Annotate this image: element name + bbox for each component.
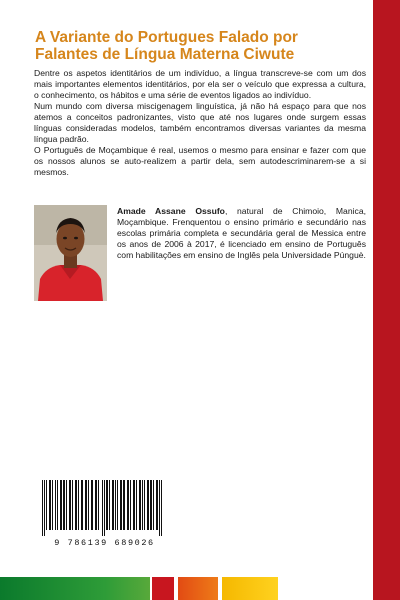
barcode-bar <box>130 480 131 530</box>
barcode-bar <box>109 480 110 530</box>
barcode-bar <box>63 480 65 530</box>
barcode-bar <box>81 480 83 530</box>
blurb-paragraph: Dentre os aspetos identitários de um indivíduo, a língua transcreve-se com um dos mais importantes elementos identitários, por ela ser o veículo que expressa a cultura, o conhecimento, os hábitos e uma série de eventos ligados ao indivíduo. <box>34 68 366 100</box>
barcode-bar <box>156 480 158 530</box>
spine-color-bar <box>373 0 400 600</box>
barcode-bar <box>46 480 47 530</box>
barcode-bar <box>55 480 56 530</box>
author-photo <box>34 205 107 301</box>
barcode-bar <box>88 480 89 530</box>
barcode-bar <box>115 480 116 530</box>
barcode-bar <box>161 480 162 536</box>
author-name: Amade Assane Ossufo <box>117 206 225 216</box>
isbn-number: 9 786139 689026 <box>54 538 155 548</box>
band-red-segment <box>152 577 174 600</box>
barcode-bar <box>102 480 103 536</box>
barcode-bar <box>150 480 152 530</box>
barcode-bar <box>85 480 87 530</box>
barcode-bar <box>75 480 77 530</box>
barcode-bar <box>142 480 143 530</box>
isbn-barcode <box>34 478 175 552</box>
book-title: A Variante do Portugues Falado por Falantes de Língua Materna Ciwute <box>35 29 298 63</box>
band-green-segment <box>0 577 150 600</box>
barcode-bar <box>72 480 73 530</box>
band-yellow-segment <box>222 577 278 600</box>
barcode-bar <box>136 480 137 530</box>
barcode-bar <box>78 480 79 530</box>
barcode-bar <box>112 480 114 530</box>
barcode-bar <box>98 480 99 530</box>
blurb-paragraph: O Português de Moçambique é real, usemos o mesmo para ensinar e fazer com que os nossos alunos se auto-realizem a partir dela, sem autodescriminarem-se a si mesmos. <box>34 145 366 177</box>
barcode-bar <box>60 480 62 530</box>
barcode-bar <box>117 480 118 530</box>
author-portrait-image <box>34 205 107 301</box>
blurb-paragraph: Num mundo com diversa miscigenagem linguística, já não há espaço para que nos atemos a conceitos padronizantes, visto que até nos lugares onde surgem essas línguas consideradas modelos, também encontramos diversas variantes da mesma língua padrão. <box>34 101 366 144</box>
barcode-bar <box>133 480 135 530</box>
band-orange-segment <box>178 577 218 600</box>
barcode-bar <box>91 480 93 530</box>
barcode-bar <box>123 480 125 530</box>
barcode-bar <box>42 480 43 536</box>
barcode-bar <box>153 480 154 530</box>
barcode-bar <box>139 480 141 530</box>
barcode-bar <box>106 480 108 530</box>
barcode-bar <box>44 480 45 536</box>
barcode-bars <box>34 478 175 536</box>
barcode-bar <box>66 480 67 530</box>
author-bio-text: , natural de Chimoio, Manica, Moçambique. Frenquentou o ensino primário e secundário nas escolas primária completa e secundária geral de Messica entre os anos de 2006 à 2017, é licenciado em ensino de Português com habilitações em ensino de Inglês pela Universidade Púnguè. <box>117 206 366 260</box>
barcode-bar <box>49 480 51 530</box>
author-bio <box>117 206 366 261</box>
barcode-bar <box>57 480 58 530</box>
barcode-bar <box>52 480 53 530</box>
barcode-bar <box>144 480 145 530</box>
barcode-bar <box>95 480 97 530</box>
barcode-bar <box>127 480 129 530</box>
back-cover-blurb <box>34 68 366 178</box>
barcode-bar <box>159 480 160 536</box>
barcode-bar <box>104 480 105 536</box>
barcode-bar <box>147 480 149 530</box>
barcode-bar <box>120 480 122 530</box>
bottom-color-band <box>0 577 373 600</box>
barcode-bar <box>69 480 71 530</box>
